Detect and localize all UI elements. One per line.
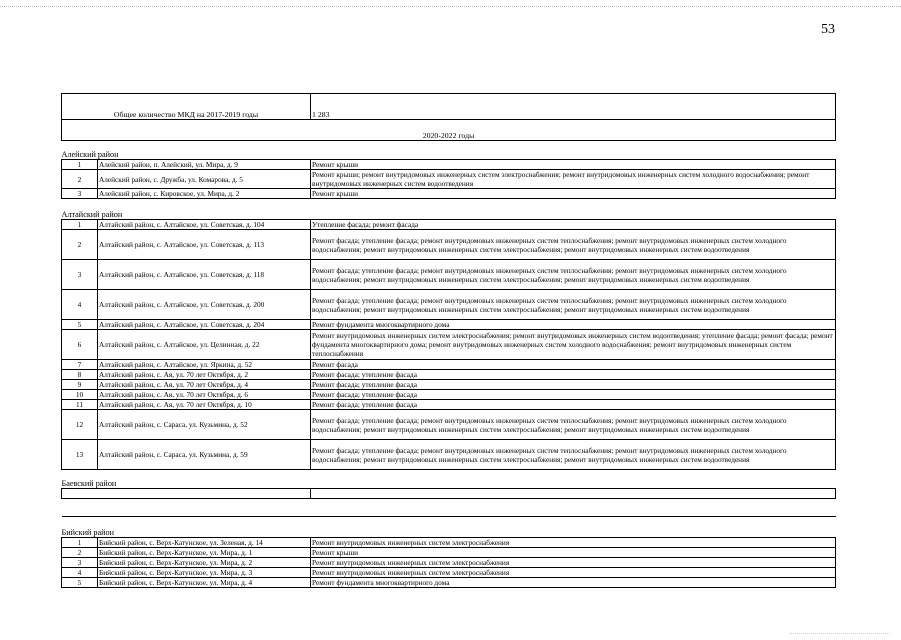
row-works: Ремонт фасада	[311, 360, 836, 370]
spacer-row	[62, 499, 836, 517]
table-row	[62, 568, 836, 578]
row-address: Алтайский район, с. Алтайское, ул. Советская, д. 118	[98, 260, 311, 290]
row-address: Алтайский район, с. Ая, ул. 70 лет Октября, д. 2	[98, 370, 311, 380]
page-number: 53	[821, 22, 835, 37]
row-address: Бийский район, с. Верх-Катунское, ул. Мира, д. 2	[98, 558, 311, 568]
row-number: 8	[62, 370, 98, 380]
row-works: Ремонт фасада; утепление фасада	[311, 380, 836, 390]
scan-edge-line	[0, 6, 901, 7]
region-row	[62, 470, 836, 489]
row-works: Ремонт фундамента многоквартирного дома	[311, 578, 836, 588]
table-row	[62, 578, 836, 588]
row-address: Бийский район, с. Верх-Катунское, ул. Мира, д. 4	[98, 578, 311, 588]
region-row	[62, 141, 836, 160]
scan-edge-line-bottom	[790, 633, 890, 634]
row-address: Алтайский район, с. Ая, ул. 70 лет Октября, д. 6	[98, 390, 311, 400]
row-address: Алтайский район, с. Алтайское, ул. Советская, д. 200	[98, 290, 311, 320]
row-works: Ремонт внутридомовых инженерных систем электроснабжения; ремонт внутридомовых инженерных систем водоотведения; утепление фасада; ремонт фасада; ремонт фундамента многоквартирного дома; ремонт внутридомовых инженерных систем холодного водоснабжения; ремонт внутридомовых инженерных систем теплоснабжения	[311, 330, 836, 360]
row-works: Ремонт крыши	[311, 548, 836, 558]
capital-repair-table	[61, 93, 836, 588]
table-row	[62, 160, 836, 170]
row-works: Ремонт фасада; утепление фасада; ремонт внутридомовых инженерных систем теплоснабжения; ремонт внутридомовых инженерных систем холодного водоснабжения; ремонт внутридомовых инженерных систем электроснабжения; ремонт внутридомовых инженерных систем водоотведения	[311, 290, 836, 320]
row-works: Ремонт фасада; утепление фасада; ремонт внутридомовых инженерных систем теплоснабжения; ремонт внутридомовых инженерных систем холодного водоснабжения; ремонт внутридомовых инженерных систем электроснабжения; ремонт внутридомовых инженерных систем водоотведения	[311, 260, 836, 290]
row-address: Алейский район, п. Алейский, ул. Мира, д. 9	[98, 160, 311, 170]
row-works: Ремонт фасада; утепление фасада	[311, 400, 836, 410]
row-address: Бийский район, с. Верх-Катунское, ул. Мира, д. 1	[98, 548, 311, 558]
row-number: 5	[62, 320, 98, 330]
row-number: 3	[62, 558, 98, 568]
row-number: 1	[62, 538, 98, 548]
row-works: Ремонт фундамента многоквартирного дома	[311, 320, 836, 330]
region-name: Баевский район	[62, 470, 836, 489]
row-address: Бийский район, с. Верх-Катунское, ул. Мира, д. 3	[98, 568, 311, 578]
region-name: Бийский район	[62, 517, 836, 538]
row-works: Ремонт внутридомовых инженерных систем электроснабжения	[311, 558, 836, 568]
row-number: 13	[62, 440, 98, 470]
row-number: 9	[62, 380, 98, 390]
total-label: Общее количество МКД на 2017-2019 годы	[62, 94, 311, 120]
row-number: 4	[62, 568, 98, 578]
row-address: Алтайский район, с. Алтайское, ул. Советская, д. 113	[98, 230, 311, 260]
table-row	[62, 230, 836, 260]
table-row	[62, 548, 836, 558]
row-address: Алтайский район, с. Ая, ул. 70 лет Октября, д. 10	[98, 400, 311, 410]
row-number: 6	[62, 330, 98, 360]
region-name: Алейский район	[62, 141, 836, 160]
table-row	[62, 360, 836, 370]
empty-cell	[62, 489, 311, 499]
row-address: Алтайский район, с. Алтайское, ул. Советская, д. 104	[98, 220, 311, 230]
row-number: 4	[62, 290, 98, 320]
table-row	[62, 380, 836, 390]
row-number: 2	[62, 170, 98, 189]
row-address: Алейский район, с. Кировское, ул. Мира, д. 2	[98, 189, 311, 199]
row-works: Ремонт внутридомовых инженерных систем электроснабжения	[311, 568, 836, 578]
table-row	[62, 440, 836, 470]
table-row	[62, 290, 836, 320]
row-number: 5	[62, 578, 98, 588]
table-row	[62, 538, 836, 548]
total-row	[62, 94, 836, 120]
spacer-cell	[62, 499, 836, 517]
period-label: 2020-2022 годы	[62, 120, 836, 141]
table-row	[62, 558, 836, 568]
row-works: Утепление фасада; ремонт фасада	[311, 220, 836, 230]
row-works: Ремонт фасада; утепление фасада	[311, 390, 836, 400]
table-row	[62, 410, 836, 440]
region-row	[62, 199, 836, 220]
row-address: Алтайский район, с. Сараса, ул. Кузьмина, д. 59	[98, 440, 311, 470]
period-row	[62, 120, 836, 141]
row-works: Ремонт крыши	[311, 189, 836, 199]
row-number: 2	[62, 230, 98, 260]
empty-row	[62, 489, 836, 499]
table-row	[62, 189, 836, 199]
row-works: Ремонт фасада; утепление фасада; ремонт внутридомовых инженерных систем теплоснабжения; ремонт внутридомовых инженерных систем холодного водоснабжения; ремонт внутридомовых инженерных систем электроснабжения; ремонт внутридомовых инженерных систем водоотведения	[311, 230, 836, 260]
row-works: Ремонт крыши; ремонт внутридомовых инженерных систем электроснабжения; ремонт внутридомовых инженерных систем холодного водоснабжения; ремонт внутридомовых инженерных систем водоотведения	[311, 170, 836, 189]
row-number: 12	[62, 410, 98, 440]
table-row	[62, 330, 836, 360]
row-works: Ремонт фасада; утепление фасада	[311, 370, 836, 380]
table-row	[62, 320, 836, 330]
row-address: Алтайский район, с. Ая, ул. 70 лет Октября, д. 4	[98, 380, 311, 390]
table-row	[62, 400, 836, 410]
row-works: Ремонт внутридомовых инженерных систем электроснабжения	[311, 538, 836, 548]
empty-cell	[311, 489, 836, 499]
table-row	[62, 170, 836, 189]
row-number: 3	[62, 260, 98, 290]
row-number: 11	[62, 400, 98, 410]
row-address: Алтайский район, с. Алтайское, ул. Яркина, д. 52	[98, 360, 311, 370]
row-address: Алейский район, с. Дружба, ул. Комарова, д. 5	[98, 170, 311, 189]
row-address: Алтайский район, с. Алтайское, ул. Целинная, д. 22	[98, 330, 311, 360]
table-row	[62, 370, 836, 380]
row-number: 1	[62, 220, 98, 230]
row-works: Ремонт фасада; утепление фасада; ремонт внутридомовых инженерных систем теплоснабжения; ремонт внутридомовых инженерных систем холодного водоснабжения; ремонт внутридомовых инженерных систем электроснабжения; ремонт внутридомовых инженерных систем водоотведения	[311, 440, 836, 470]
row-address: Бийский район, с. Верх-Катунское, ул. Зеленая, д. 14	[98, 538, 311, 548]
table-row	[62, 260, 836, 290]
row-works: Ремонт фасада; утепление фасада; ремонт внутридомовых инженерных систем теплоснабжения; ремонт внутридомовых инженерных систем холодного водоснабжения; ремонт внутридомовых инженерных систем электроснабжения; ремонт внутридомовых инженерных систем водоотведения	[311, 410, 836, 440]
total-value: 1 283	[311, 94, 836, 120]
table-row	[62, 220, 836, 230]
row-works: Ремонт крыши	[311, 160, 836, 170]
row-number: 2	[62, 548, 98, 558]
row-number: 1	[62, 160, 98, 170]
table-row	[62, 390, 836, 400]
row-number: 3	[62, 189, 98, 199]
row-number: 10	[62, 390, 98, 400]
row-address: Алтайский район, с. Сараса, ул. Кузьмина, д. 52	[98, 410, 311, 440]
region-name: Алтайский район	[62, 199, 836, 220]
row-number: 7	[62, 360, 98, 370]
row-address: Алтайский район, с. Алтайское, ул. Советская, д. 204	[98, 320, 311, 330]
region-row	[62, 517, 836, 538]
